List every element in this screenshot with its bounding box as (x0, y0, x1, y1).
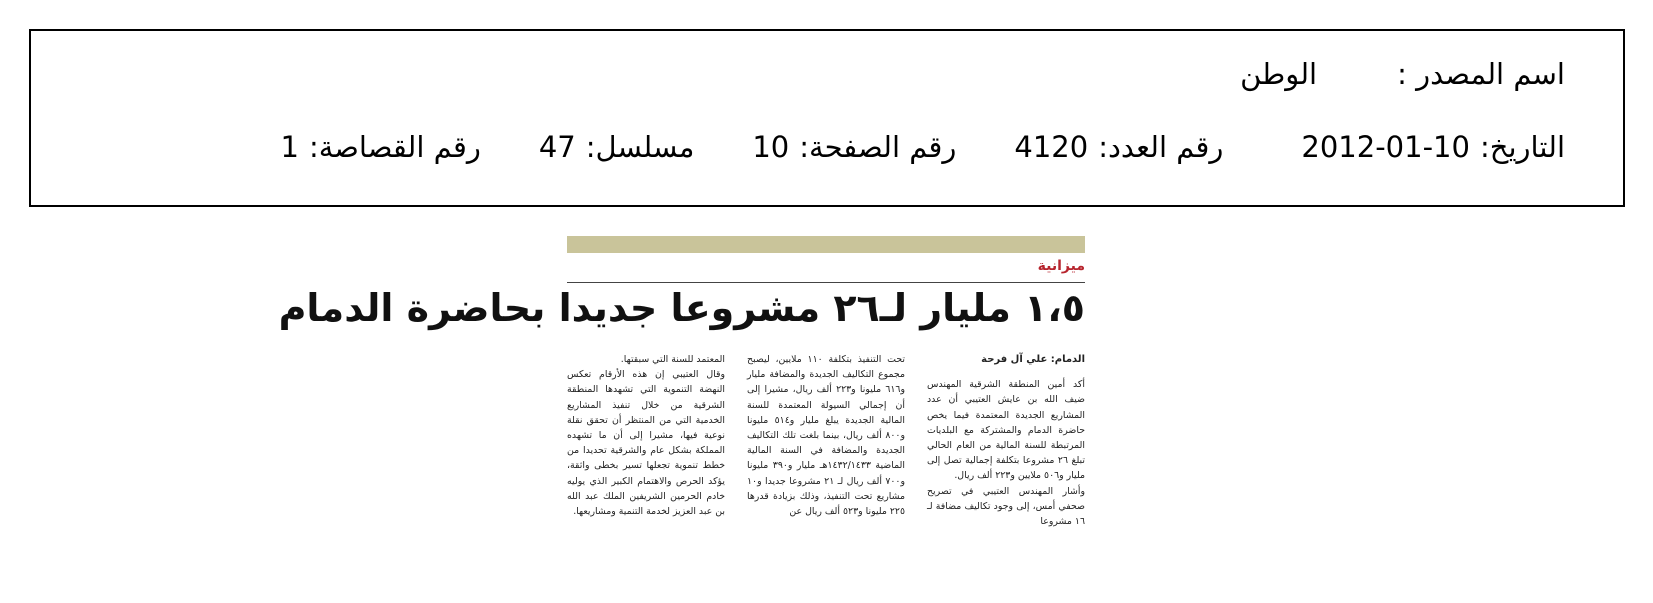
clip-number-field (281, 130, 481, 164)
column-1-paragraph-2: وأشار المهندس العتيبي في تصريح صحفي أمس، إلى وجود تكاليف مضافة لـ ١٦ مشروعا (927, 485, 1085, 528)
article-headline: ١،٥ مليار لـ٢٦ مشروعا جديدا بحاضرة الدمام (278, 286, 1085, 330)
page-field (752, 130, 956, 164)
column-1-paragraph-1: أكد أمين المنطقة الشرقية المهندس ضيف الله بن عايش العتيبي أن عدد المشاريع الجديدة المعتمدة فيما يخص حاضرة الدمام والمشتركة مع البلديات المرتبطة للسنة المالية من العام الحالي تبلغ ٢٦ مشروعا بتكلفة إجمالية تصل إلى مليار و٥٠٦ ملايين و٢٢٣ ألف ريال. (927, 379, 1085, 482)
article-column-2 (747, 352, 905, 519)
clip-number-value: 1 (280, 130, 299, 164)
article-column-1 (927, 352, 1085, 529)
column-2-text: تحت التنفيذ بتكلفة ١١٠ ملايين، ليصبح مجموع التكاليف الجديدة والمضافة مليار و٦١٦ مليونا و٢٢٣ ألف ريال، مشيرا إلى أن إجمالي السيولة المعتمدة للسنة المالية الجديدة يبلغ مليار و٥١٤ مليونا و٨٠٠ ألف ريال، بينما بلغت تلك التكاليف الجديدة والمضافة في السنة المالية الماضية ١٤٣٢/١٤٣٣هـ مليار و٣٩٠ مليونا و٧٠٠ ألف ريال لـ ٢١ مشروعا جديدا و١٠ مشاريع تحت التنفيذ، وذلك بزيادة قدرها ٢٢٥ مليونا و٥٢٣ ألف ريال عن (747, 354, 906, 518)
date-value: 2012-01-10 (1301, 130, 1470, 164)
source-label: اسم المصدر : (1397, 57, 1565, 91)
serial-value: 47 (538, 130, 576, 164)
page-label: رقم الصفحة: (799, 130, 957, 164)
date-label: التاريخ: (1479, 130, 1565, 164)
issue-label: رقم العدد: (1098, 130, 1224, 164)
serial-field (539, 130, 695, 164)
page-value: 10 (752, 130, 790, 164)
issue-field (1014, 130, 1223, 164)
issue-value: 4120 (1014, 130, 1089, 164)
clip-number-label: رقم القصاصة: (308, 130, 481, 164)
clipping-top-band (567, 236, 1085, 253)
serial-label: مسلسل: (585, 130, 695, 164)
section-divider (567, 282, 1085, 283)
section-label: ميزانية (1037, 258, 1085, 274)
date-field (1301, 130, 1565, 164)
source-line (1240, 57, 1565, 91)
newspaper-clipping (278, 236, 1085, 581)
meta-line (281, 130, 1566, 164)
column-3-paragraph-2: وقال العتيبي إن هذه الأرقام تعكس النهضة التنموية التي تشهدها المنطقة الشرقية من خلال تنفيذ المشاريع الخدمية التي من المنتظر أن تحقق نقلة نوعية فيها، مشيرا إلى أن ما تشهده المملكة بشكل عام والشرقية تحديدا من خطط تنموية تجعلها تسير بخطى واثقة، يؤكد الحرص والاهتمام الكبير الذي يوليه خادم الحرمين الشريفين الملك عبد الله بن عبد العزيز لخدمة التنمية ومشاريعها. (567, 369, 725, 518)
article-column-3 (567, 352, 725, 519)
column-3-paragraph-1: المعتمد للسنة التي سبقتها. (620, 354, 725, 365)
source-info-box (29, 29, 1625, 207)
source-value: الوطن (1240, 57, 1318, 91)
article-byline: الدمام: علي آل فرحة (981, 354, 1085, 365)
